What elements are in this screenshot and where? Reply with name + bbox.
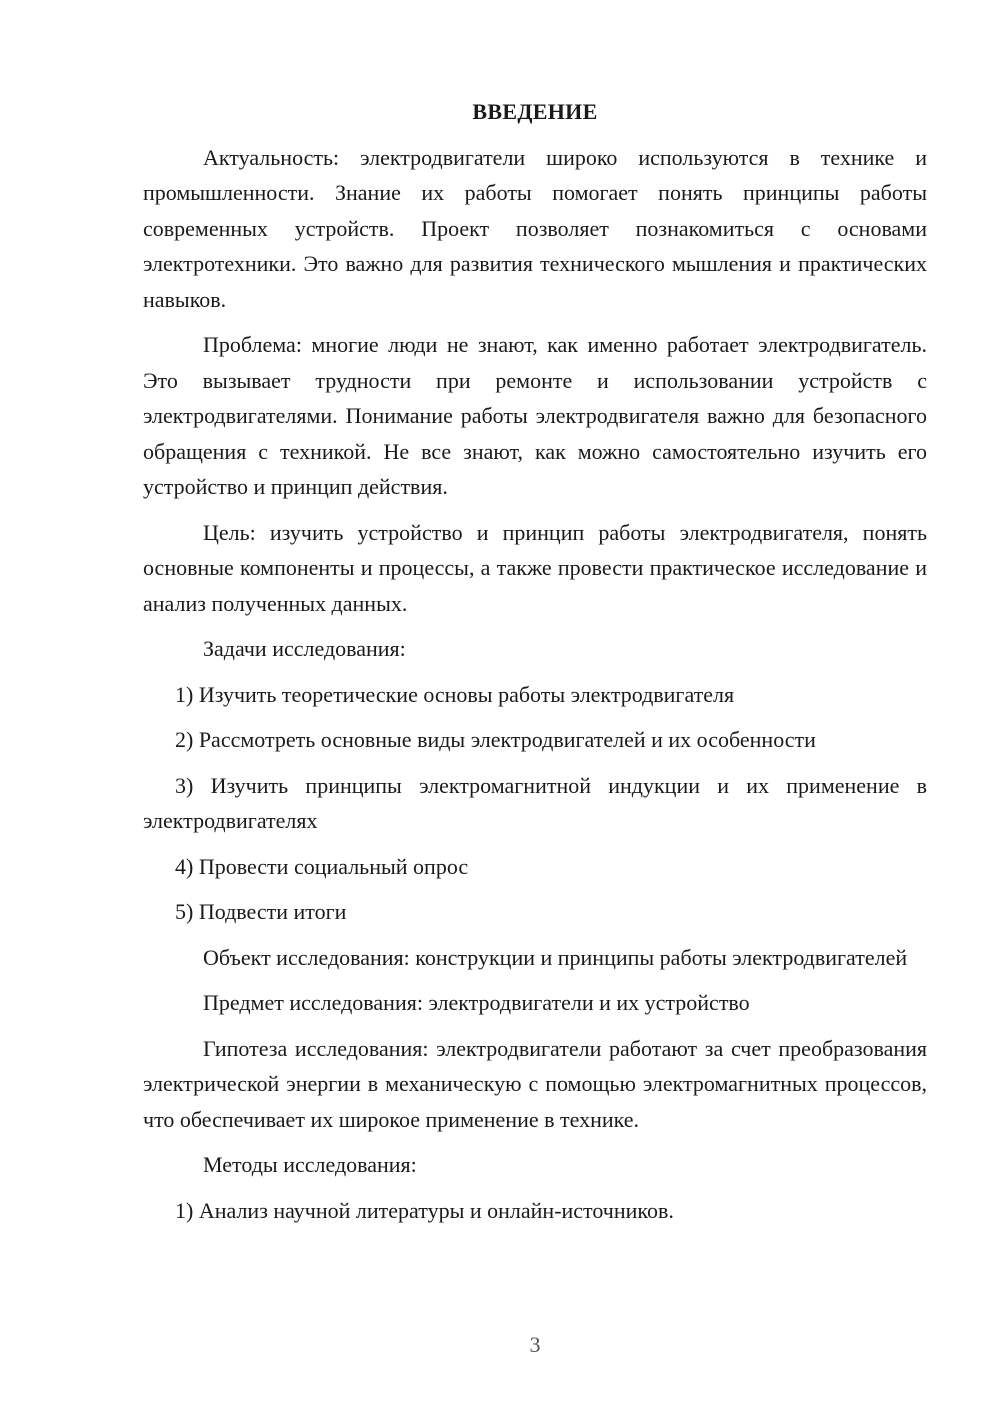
method-item: 1) Анализ научной литературы и онлайн-источников. [175, 1197, 674, 1223]
relevance-paragraph: Актуальность: электродвигатели широко используются в технике и промышленности. Знание их работы помогает понять принципы работы современных устройств. Проект позволяет познакомиться с основами электротехники. Это важно для развития технического мышления и практических навыков. [143, 144, 927, 312]
task-item: 4) Провести социальный опрос [175, 853, 469, 879]
problem-paragraph: Проблема: многие люди не знают, как именно работает электродвигатель. Это вызывает трудности при ремонте и использовании устройств с электродвигателями. Понимание работы электродвигателя важно для безопасного обращения с техникой. Не все знают, как можно самостоятельно изучить его устройство и принцип действия. [143, 332, 927, 499]
page-title: ВВЕДЕНИЕ [472, 99, 598, 124]
goal-paragraph: Цель: изучить устройство и принцип работы электродвигателя, понять основные компоненты и процессы, а также провести практическое исследование и анализ полученных данных. [143, 519, 927, 616]
hypothesis-paragraph: Гипотеза исследования: электродвигатели работают за счет преобразования электрической энергии в механическую с помощью электромагнитных процессов, что обеспечивает их широкое применение в технике. [143, 1035, 927, 1132]
object-paragraph: Объект исследования: конструкции и принципы работы электродвигателей [203, 944, 908, 970]
task-item: 1) Изучить теоретические основы работы электродвигателя [175, 681, 735, 707]
task-item: 3) Изучить принципы электромагнитной индукции и их применение в электродвигателях [143, 772, 927, 833]
methods-heading: Методы исследования: [203, 1152, 417, 1177]
page-number: 3 [529, 1332, 541, 1357]
task-item: 2) Рассмотреть основные виды электродвигателей и их особенности [175, 727, 816, 752]
subject-paragraph: Предмет исследования: электродвигатели и их устройство [203, 990, 750, 1015]
document-page [143, 94, 927, 1238]
task-item: 5) Подвести итоги [175, 899, 347, 924]
tasks-heading: Задачи исследования: [203, 636, 406, 661]
